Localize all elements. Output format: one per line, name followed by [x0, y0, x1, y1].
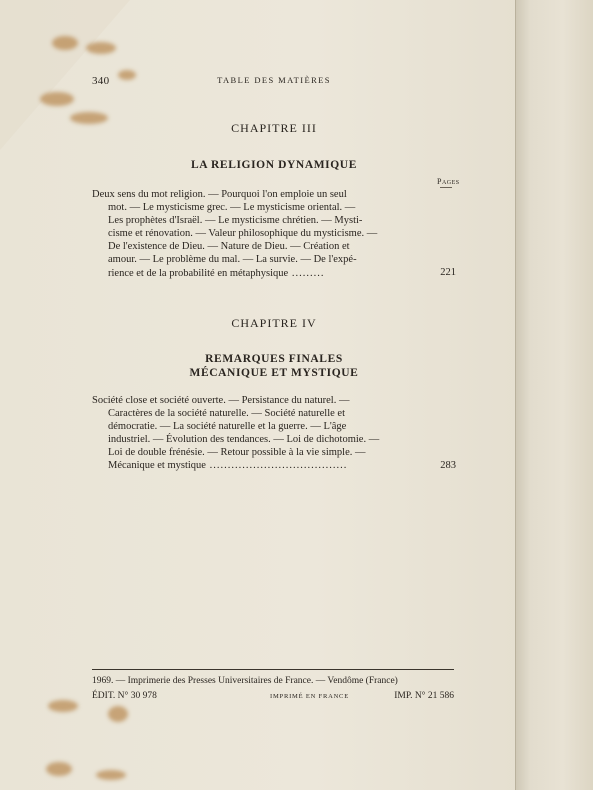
chapter-title — [92, 352, 456, 380]
summary-line: Deux sens du mot religion. — Pourquoi l'on emploie un seul — [92, 189, 347, 200]
imprint-number: IMP. N° 21 586 — [394, 691, 454, 701]
pages-label: Pages — [437, 177, 460, 186]
summary-line: mot. — Le mysticisme grec. — Le mysticisme oriental. — — [108, 202, 356, 214]
summary-line-last — [92, 459, 430, 472]
summary-line: Société close et société ouverte. — Persistance du naturel. — — [92, 395, 350, 406]
summary-line: Les prophètes d'Israël. — Le mysticisme chrétien. — Mysti- — [108, 215, 363, 227]
facing-page-edge — [515, 0, 593, 790]
chapter-title-line: LA RELIGION DYNAMIQUE — [191, 159, 357, 171]
stain-mark — [86, 42, 116, 54]
page-reference: 221 — [440, 267, 456, 278]
summary-line: De l'existence de Dieu. — Nature de Dieu. — Création et — [108, 241, 350, 253]
chapter-title-line: MÉCANIQUE ET MYSTIQUE — [189, 367, 359, 379]
stain-mark — [48, 700, 78, 712]
summary-text: rience et de la probabilité en métaphysique — [108, 267, 289, 279]
stain-mark — [46, 762, 72, 776]
summary-line: Caractères de la société naturelle. — Société naturelle et — [108, 408, 346, 420]
leader-dots: ......... — [288, 267, 325, 279]
printer-line: 1969. — Imprimerie des Presses Universitaires de France. — Vendôme (France) — [92, 676, 398, 686]
stain-mark — [40, 92, 74, 106]
chapter-label: CHAPITRE IV — [231, 316, 317, 330]
chapter-label: CHAPITRE III — [231, 121, 317, 135]
running-title: TABLE DES MATIÈRES — [217, 75, 331, 85]
summary-line: cisme et rénovation. — Valeur philosophique du mysticisme. — — [108, 228, 378, 240]
page-number: 340 — [92, 75, 110, 87]
summary-text: Mécanique et mystique — [108, 460, 206, 472]
summary-line-last — [92, 267, 430, 280]
summary-line: démocratie. — La société naturelle et la guerre. — L'âge — [108, 421, 347, 433]
colophon-rule — [92, 669, 454, 670]
summary-line: industriel. — Évolution des tendances. — Loi de dichotomie. — — [108, 434, 380, 446]
chapter-title — [92, 158, 456, 172]
stain-mark — [52, 36, 78, 50]
edition-number: ÉDIT. N° 30 978 — [92, 691, 157, 701]
leader-dots: ...................................... — [205, 460, 348, 472]
summary-line: Loi de double frénésie. — Retour possible à la vie simple. — — [108, 447, 366, 459]
chapter-summary — [92, 394, 430, 473]
stain-mark — [108, 706, 128, 722]
summary-line: amour. — Le problème du mal. — La survie. — De l'expé- — [108, 254, 357, 266]
chapter-title-line: REMARQUES FINALES — [205, 353, 343, 365]
printed-in: IMPRIMÉ EN FRANCE — [270, 693, 349, 700]
stain-mark — [96, 770, 126, 780]
pages-rule — [440, 187, 452, 188]
chapter-summary — [92, 188, 430, 280]
page-reference: 283 — [440, 460, 456, 471]
